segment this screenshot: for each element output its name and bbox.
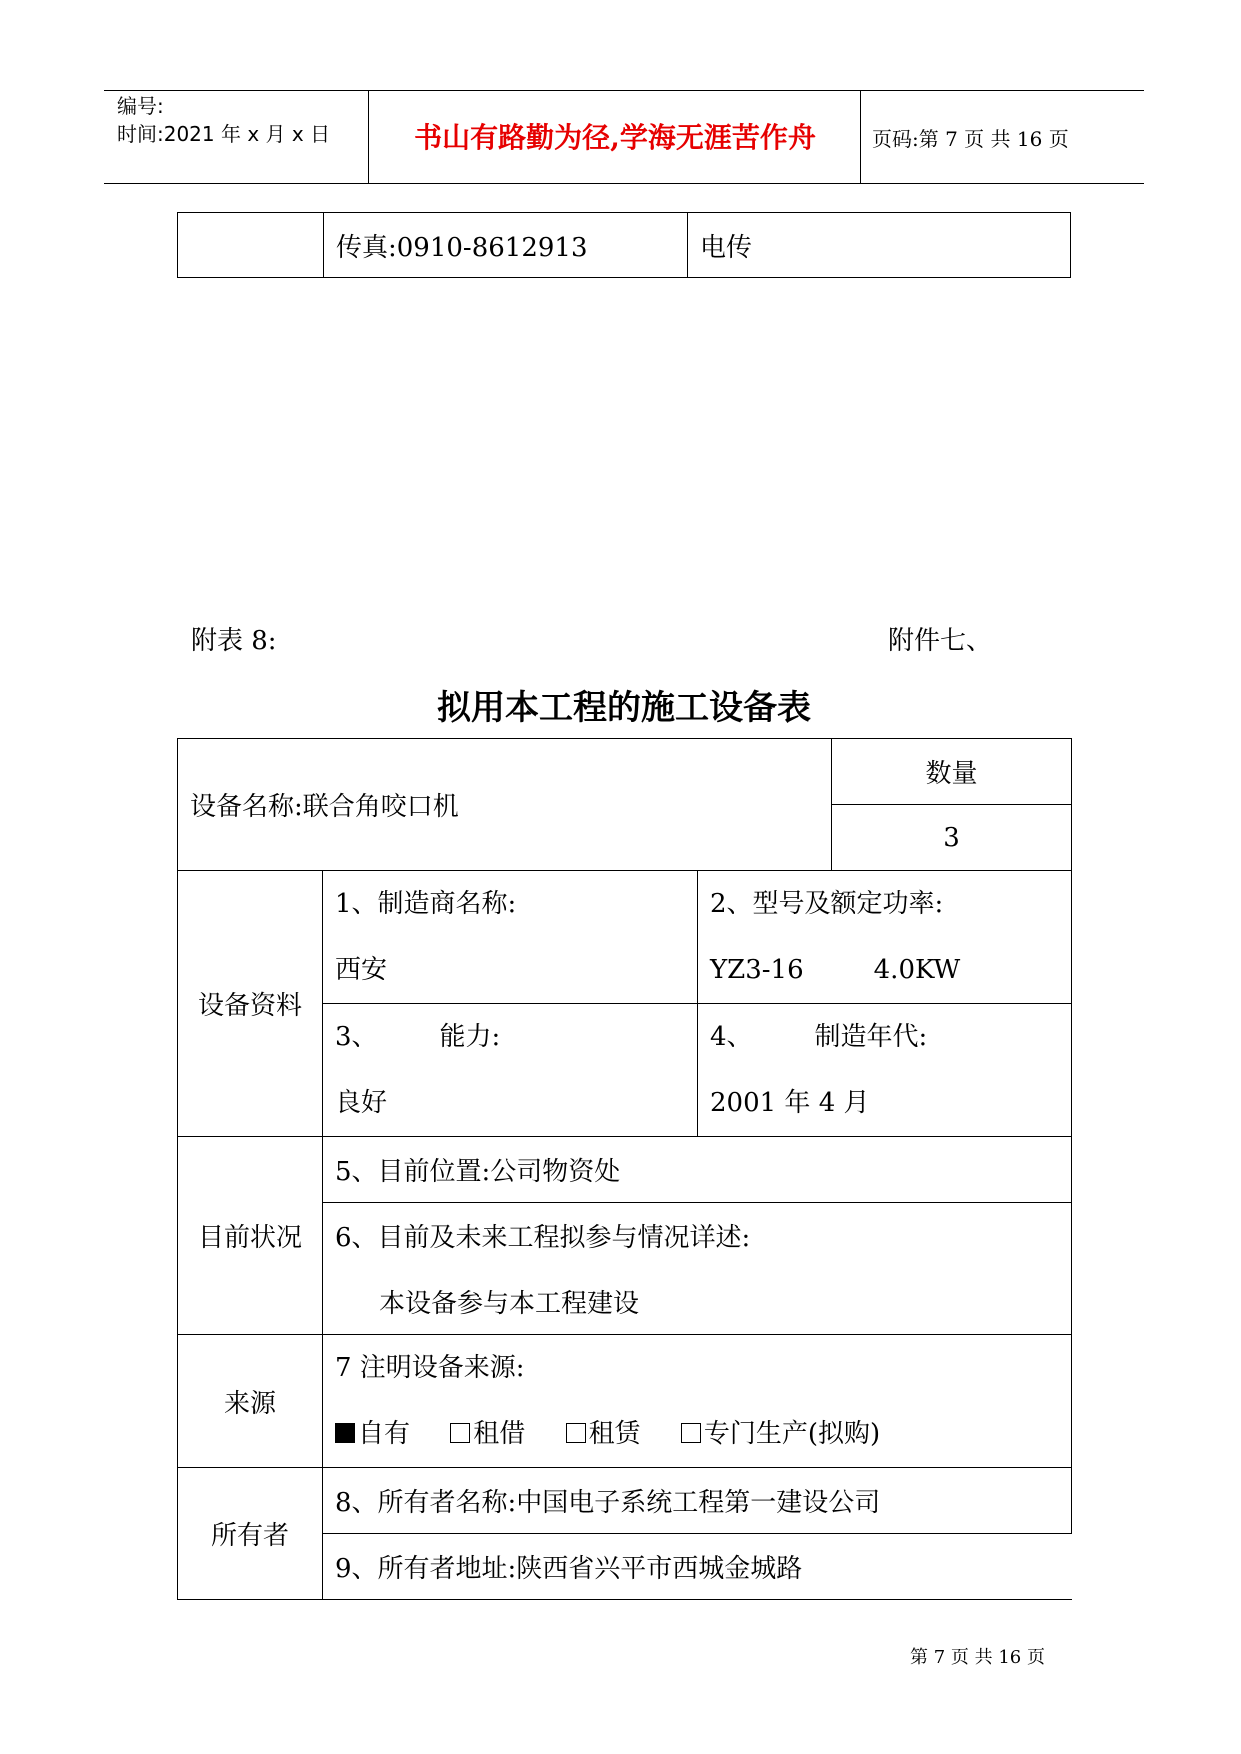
quantity-label-cell: 数量: [832, 739, 1072, 805]
participation-label-cell: 6、目前及未来工程拟参与情况详述:: [323, 1203, 1072, 1269]
checkbox-empty-icon: [450, 1423, 470, 1443]
checkbox-empty-icon: [681, 1423, 701, 1443]
fax-cell: 传真:0910-8612913: [324, 213, 688, 278]
capacity-label: 能力:: [439, 1022, 501, 1052]
model-label: 2、型号及额定功率:: [710, 889, 944, 919]
owner-name-cell: 8、所有者名称:中国电子系统工程第一建设公司: [323, 1468, 1072, 1534]
header-time-label: 时间:2021 年 x 月 x 日: [117, 122, 331, 146]
checkbox-checked-icon: [335, 1423, 355, 1443]
model-value: YZ3-16: [710, 955, 804, 985]
page-footer: 第 7 页 共 16 页: [910, 1647, 1045, 1668]
equipment-name-cell: 设备名称:联合角咬口机: [178, 739, 832, 871]
manufacturer-label: 1、制造商名称:: [335, 889, 517, 919]
annex-label-left: 附表 8:: [191, 626, 277, 656]
header-divider-left: [368, 90, 369, 183]
power-value: 4.0KW: [873, 955, 961, 985]
checkbox-empty-icon: [566, 1423, 586, 1443]
participation-value-cell: 本设备参与本工程建设: [323, 1269, 1072, 1335]
capacity-value: 良好: [335, 1088, 388, 1118]
year-cell: [698, 1004, 1072, 1137]
equipment-table: [177, 738, 1072, 1600]
document-title: 拟用本工程的施工设备表: [437, 688, 811, 728]
contact-empty-cell: [178, 213, 324, 278]
model-cell: [698, 871, 1072, 1004]
source-option-lease[interactable]: 租赁: [566, 1419, 641, 1449]
header-bottom-rule: [104, 183, 1144, 184]
capacity-cell: [323, 1004, 698, 1137]
year-label: 制造年代:: [814, 1022, 928, 1052]
manufacturer-cell: [323, 871, 698, 1004]
status-section-label: 目前状况: [178, 1137, 323, 1335]
source-section-label: 来源: [178, 1335, 323, 1468]
info-section-label: 设备资料: [178, 871, 323, 1137]
owner-address-cell: 9、所有者地址:陕西省兴平市西城金城路: [323, 1534, 1072, 1600]
source-options: [335, 1401, 1071, 1467]
header-motto: 书山有路勤为径,学海无涯苦作舟: [414, 121, 816, 154]
capacity-number: 3、: [335, 1022, 378, 1052]
source-option-borrow[interactable]: 租借: [450, 1419, 525, 1449]
location-cell: 5、目前位置:公司物资处: [323, 1137, 1072, 1203]
source-cell: [323, 1335, 1072, 1468]
header-number-label: 编号:: [117, 94, 164, 118]
header-page-label: 页码:第 7 页 共 16 页: [872, 127, 1069, 151]
header-divider-right: [860, 90, 861, 183]
header-top-rule: [104, 90, 1144, 91]
manufacturer-value: 西安: [335, 955, 388, 985]
year-number: 4、: [710, 1022, 753, 1052]
contact-table: [177, 212, 1071, 278]
year-value: 2001 年 4 月: [710, 1088, 870, 1118]
quantity-value-cell: 3: [832, 805, 1072, 871]
source-label: 7 注明设备来源:: [335, 1353, 525, 1383]
annex-label-right: 附件七、: [888, 626, 993, 656]
owner-section-label: 所有者: [178, 1468, 323, 1600]
telegram-cell: 电传: [688, 213, 1071, 278]
source-option-produce[interactable]: 专门生产(拟购): [681, 1419, 880, 1449]
source-option-own[interactable]: 自有: [335, 1419, 410, 1449]
